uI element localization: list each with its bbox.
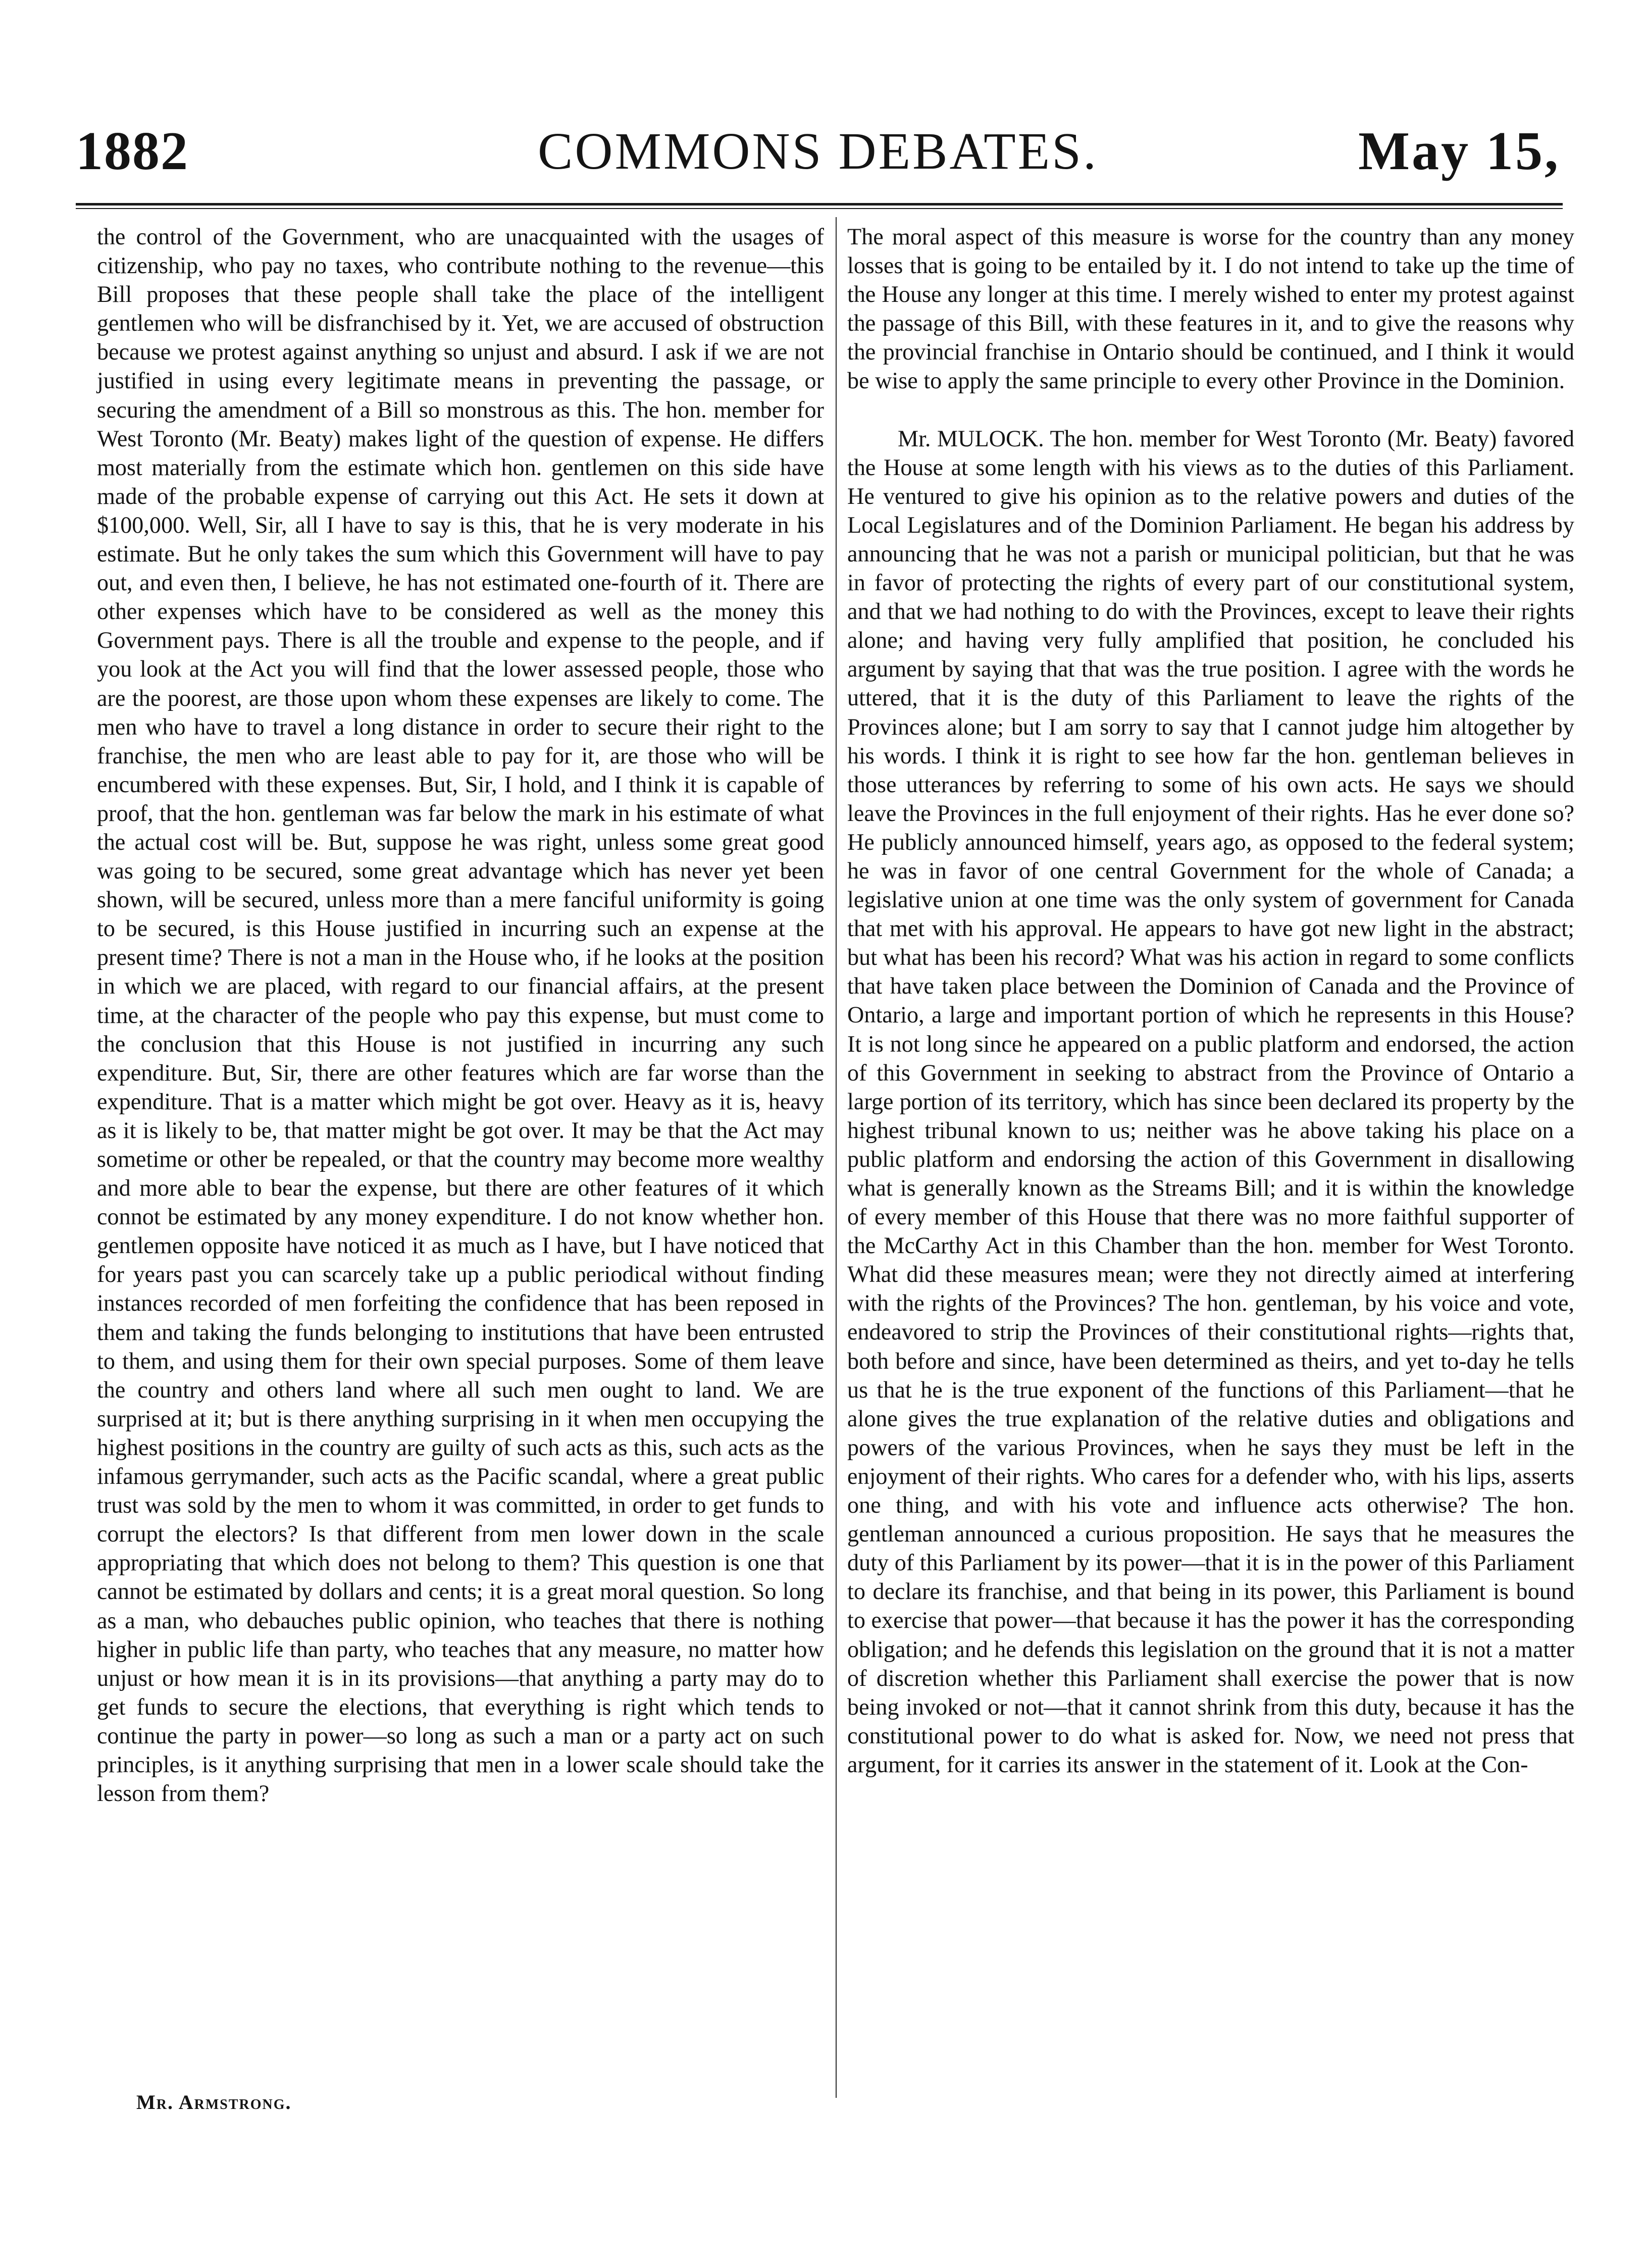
right-paragraph-1: The moral aspect of this measure is worse for the country than any money losses that is going to be entailed by it. I do not intend to take up the time of the House any longer at this time. I merely wished to enter my protest against the passage of this Bill, with these features in it, and to give the reasons why the provincial franchise in Ontario should be continued, and I think it would be wise to apply the same principle to every other Province in the Dominion.	[847, 224, 1574, 394]
right-column	[847, 222, 1574, 1779]
header-title: COMMONS DEBATES.	[538, 122, 1098, 180]
header-date: May 15,	[1358, 121, 1560, 181]
paragraph-gap	[847, 395, 1574, 424]
left-paragraph-1: the control of the Government, who are unacquainted with the usages of citizenship, who pay no taxes, who contribute nothing to the revenue—this Bill proposes that these people shall take the place of the intelligent gentlemen who will be disfranchised by it. Yet, we are accused of obstruction because we protest against anything so unjust and absurd. I ask if we are not justified in using every legitimate means in preventing the passage, or securing the amendment of a Bill so monstrous as this. The hon. member for West Toronto (Mr. Beaty) makes light of the question of expense. He differs most materially from the estimate which hon. gentlemen on this side have made of the probable expense of carrying out this Act. He sets it down at $100,000. Well, Sir, all I have to say is this, that he is very moderate in his estimate. But he only takes the sum which this Government will have to pay out, and even then, I believe, he has not estimated one-fourth of it. There are other expenses which have to be considered as well as the money this Government pays. There is all the trouble and expense to the people, and if you look at the Act you will find that the lower assessed people, those who are the poorest, are those upon whom these expenses are likely to come. The men who have to travel a long distance in order to secure their right to the franchise, the men who are least able to pay for it, are those who will be encumbered with these expenses. But, Sir, I hold, and I think it is capable of proof, that the hon. gentleman was far below the mark in his estimate of what the actual cost will be. But, suppose he was right, unless some great good was going to be secured, some great advantage which has never yet been shown, will be secured, unless more than a mere fanciful uniformity is going to be secured, is this House justified in incurring such an expense at the present time? There is not a man in the House who, if he looks at the position in which we are placed, with regard to our financial affairs, at the present time, at the character of the people who pay this expense, but must come to the conclusion that this House is not justified in incurring any such expenditure. But, Sir, there are other features which are far worse than the expenditure. That is a matter which might be got over. Heavy as it is, heavy as it is likely to be, that matter might be got over. It may be that the Act may sometime or other be repealed, or that the country may become more wealthy and more able to bear the expense, but there are other features of it which connot be estimated by any money expenditure. I do not know whether hon. gentlemen opposite have noticed it as much as I have, but I have noticed that for years past you can scarcely take up a public periodical without finding instances recorded of men forfeiting the confidence that has been reposed in them and taking the funds belonging to institutions that have been entrusted to them, and using them for their own special purposes. Some of them leave the country and others land where all such men ought to land. We are surprised at it; but is there anything surprising in it when men occupying the highest positions in the country are guilty of such acts as this, such acts as the infamous gerrymander, such acts as the Pacific scandal, where a great public trust was sold by the men to whom it was committed, in order to get funds to corrupt the electors? Is that different from men lower down in the scale appropriating that which does not belong to them? This question is one that cannot be estimated by dollars and cents; it is a great moral question. So long as a man, who debauches public opinion, who teaches that there is nothing higher in public life than party, who teaches that any measure, no matter how unjust or how mean it is in its provisions—that anything a party may do to get funds to secure the elections, that everything is right which tends to continue the party in power—so long as such a man or a party act on such principles, is it anything surprising that men in a lower scale should take the lesson from them?	[97, 224, 824, 1807]
page-header	[76, 120, 1560, 196]
header-year: 1882	[76, 121, 189, 181]
left-column	[97, 222, 824, 1808]
header-rule-thin	[76, 208, 1563, 209]
footer-speaker: Mr. Armstrong.	[136, 2091, 292, 2114]
column-divider	[836, 217, 837, 2098]
right-paragraph-2: Mr. MULOCK. The hon. member for West Toronto (Mr. Beaty) favored the House at some length with his views as to the duties of this Parliament. He ventured to give his opinion as to the relative powers and duties of the Local Legislatures and of the Dominion Parliament. He began his address by announcing that he was not a parish or municipal politician, but that he was in favor of protecting the rights of every part of our constitutional system, and that we had nothing to do with the Provinces, except to leave their rights alone; and having very fully amplified that position, he concluded his argument by saying that that was the true position. I agree with the words he uttered, that it is the duty of this Parliament to leave the rights of the Provinces alone; but I am sorry to say that I cannot judge him altogether by his words. I think it is right to see how far the hon. gentleman believes in those utterances by referring to some of his own acts. He says we should leave the Provinces in the full enjoyment of their rights. Has he ever done so? He publicly announced himself, years ago, as opposed to the federal system; he was in favor of one central Government for the whole of Canada; a legislative union at one time was the only system of government for Canada that met with his approval. He appears to have got new light in the abstract; but what has been his record? What was his action in regard to some conflicts that have taken place between the Dominion of Canada and the Province of Ontario, a large and important portion of which he represents in this House? It is not long since he appeared on a public platform and endorsed, the action of this Government in seeking to abstract from the Province of Ontario a large portion of its territory, which has since been declared its property by the highest tribunal known to us; neither was he above taking his place on a public platform and endorsing the action of this Government in disallowing what is generally known as the Streams Bill; and it is within the knowledge of every member of this House that there was no more faithful supporter of the McCarthy Act in this Chamber than the hon. member for West Toronto. What did these measures mean; were they not directly aimed at interfering with the rights of the Provinces? The hon. gentleman, by his voice and vote, endeavored to strip the Provinces of their constitutional rights—rights that, both before and since, have been determined as theirs, and yet to-day he tells us that he is the true exponent of the functions of this Parliament—that he alone gives the true explanation of the relative duties and obligations and powers of the various Provinces, when he says they must be left in the enjoyment of their rights. Who cares for a defender who, with his lips, asserts one thing, and with his vote and influence acts otherwise? The hon. gentleman announced a curious proposition. He says that he measures the duty of this Parliament by its power—that it is in the power of this Parliament to declare its franchise, and that being in its power, this Parliament is bound to exercise that power—that because it has the power it has the corresponding obligation; and he defends this legislation on the ground that it is not a matter of discretion whether this Parliament shall exercise the power that is now being invoked or not—that it cannot shrink from this duty, because it has the constitutional power to do what is asked for. Now, we need not press that argument, for it carries its answer in the statement of it. Look at the Con-	[847, 425, 1574, 1777]
header-rule	[76, 203, 1563, 205]
